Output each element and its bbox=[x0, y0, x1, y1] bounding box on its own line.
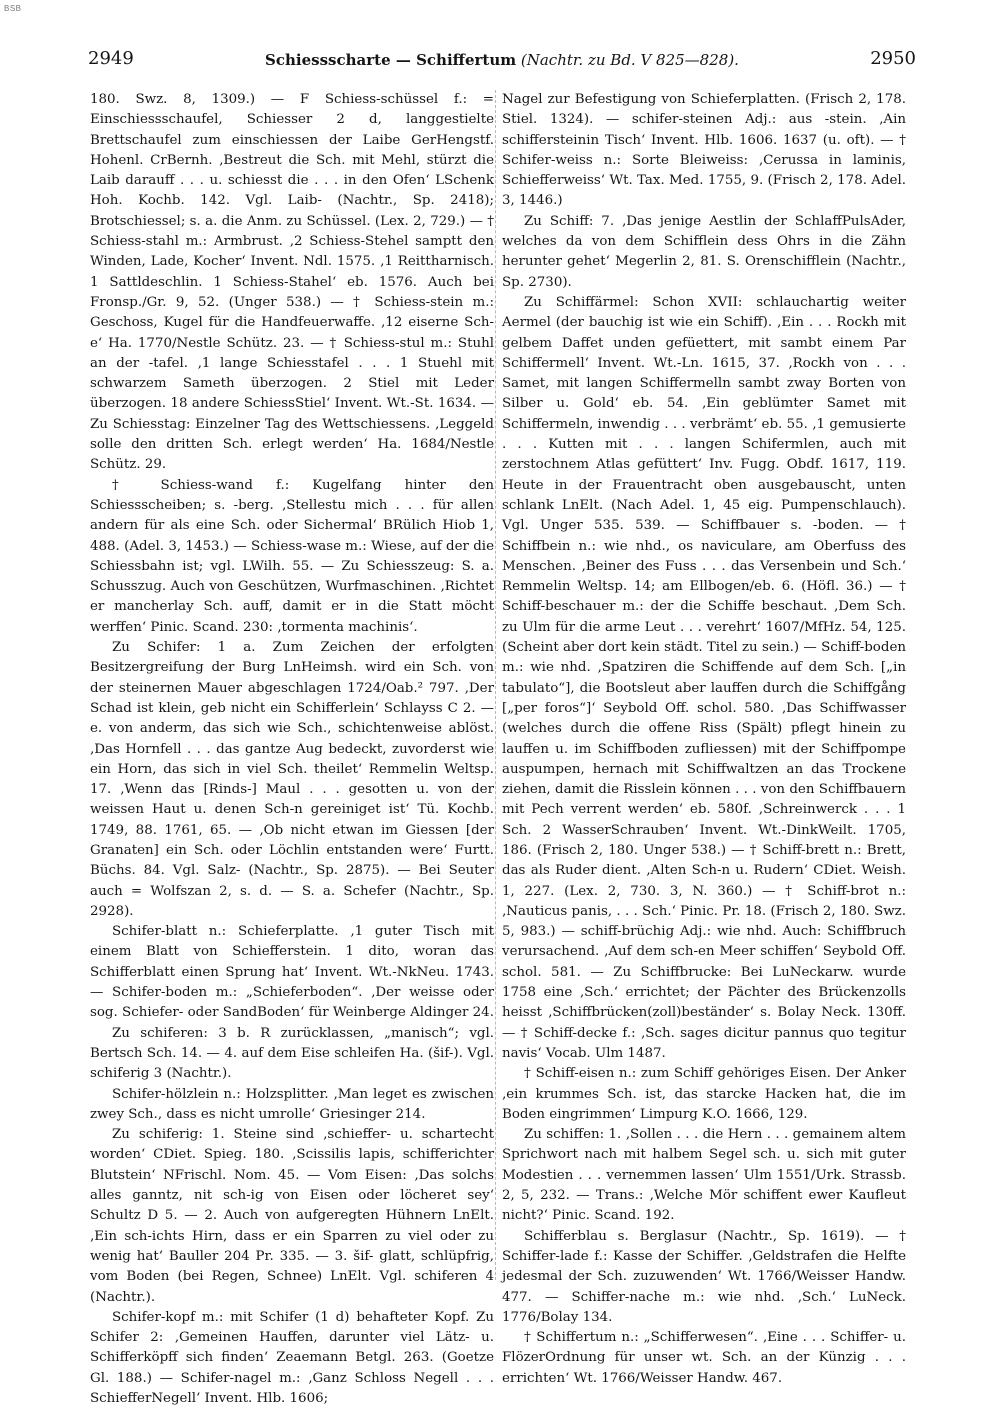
entry-paragraph: Zu Schifer: 1 a. Zum Zeichen der erfolgten Besitzergreifung der Burg LnHeimsh. wird ein Sch. von der steinernen Mauer abgeschlagen 1724/Oab.² 797. ‚Der Schad ist klein, geb nicht ein Schifferlein‘ Schlayss C 2. — e. von anderm, das sich wie Sch., schichtenweise ablöst. ‚Das Hornfell . . . das gantze Aug bedeckt, zuvorderst wie ein Horn, das sich in viel Sch. theilet‘ Remmelin Weltsp. 17. ‚Wenn das [Rinds-] Maul . . . gesotten u. von der weissen Haut u. denen Sch-n gereiniget ist‘ Tü. Kochb. 1749, 88. 1761, 65. — ‚Ob nicht etwan im Giessen [der Granaten] ein Sch. oder Löchlin entstanden were‘ Furtt. Büchs. 84. Vgl. Salz- (Nachtr., Sp. 2875). — Bei Seuter auch = Wolfszan 2, s. d. — S. a. Schefer (Nachtr., Sp. 2928). bbox=[90, 640, 494, 919]
right-column bbox=[502, 90, 906, 1386]
running-title bbox=[88, 51, 916, 69]
column-divider bbox=[495, 90, 496, 1280]
left-column bbox=[90, 90, 494, 1406]
running-title-note: (Nachtr. zu Bd. V 825—828). bbox=[520, 51, 739, 69]
entry-paragraph: † Schiff-eisen n.: zum Schiff gehöriges Eisen. Der Anker ‚ein krummes Sch. ist, das starcke Hacken hat, die im Boden eingrimmen‘ Limpurg K.O. 1666, 129. bbox=[502, 1066, 906, 1122]
entry-paragraph: Zu schiferen: 3 b. R zurücklassen, „manisch“; vgl. Bertsch Sch. 14. — 4. auf dem Eise schleifen Ha. (šif-). Vgl. schiferig 3 (Nachtr.). bbox=[90, 1025, 494, 1082]
entry-paragraph: 180. Swz. 8, 1309.) — F Schiess-schüssel f.: = Einschiessschaufel, Schiesser 2 d, langgestielte Brettschaufel zum einschiessen der Laibe GerHengstf. Hohenl. CrBernh. ‚Bestreut die Sch. mit Mehl, stürzt die Laib darauff . . . u. schiesst die . . . in den Ofen‘ LSchenk Hoh. Kochb. 142. Vgl. Laib- (Nachtr., Sp. 2418); Brotschiessel; s. a. die Anm. zu Schüssel. (Lex. 2, 729.) — † Schiess-stahl m.: Armbrust. ‚2 Schiess-Stehel samptt den Winden, Lade, Kocher‘ Invent. Ndl. 1575. ‚1 Reittharnisch. 1 Sattldeschlin. 1 Schiess-Stahel‘ eb. 1576. Auch bei Fronsp./Gr. 9, 52. (Unger 538.) — † Schiess-stein m.: Geschoss, Kugel für die Handfeuerwaffe. ‚12 eiserne Sch-e‘ Ha. 1770/Nestle Schütz. 23. — † Schiess-stul m.: Stuhl an der -tafel. ‚1 lange Schiesstafel . . . 1 Stuehl mit schwarzem Sameth überzogen. 2 Stiel mit Leder überzogen. 18 andere SchiessStiel‘ Invent. Wt.-St. 1634. — Zu Schiesstag: Einzelner Tag des Wettschiessens. ‚Leggeld solle den dritten Sch. erlegt werden‘ Ha. 1684/Nestle Schütz. 29. bbox=[90, 92, 494, 473]
page-header bbox=[88, 48, 916, 74]
library-stamp: BSB bbox=[4, 4, 22, 13]
entry-paragraph: Schifferblau s. Berglasur (Nachtr., Sp. 1619). — † Schiffer-lade f.: Kasse der Schiffer. ‚Geldstrafen die Helfte jedesmal der Sch. zuzuwenden‘ Wt. 1766/Weisser Handw. 477. — Schiffer-nache m.: wie nhd. ‚Sch.‘ LuNeck. 1776/Bolay 134. bbox=[502, 1228, 906, 1325]
entry-paragraph: Nagel zur Befestigung von Schieferplatten. (Frisch 2, 178. Stiel. 1324). — schifer-steinen Adj.: aus -stein. ‚Ain schiffersteinin Tisch‘ Invent. Hlb. 1606. 1637 (u. oft). — † Schifer-weiss n.: Sorte Bleiweiss: ‚Cerussa in laminis, Schiefferweiss‘ Wt. Tax. Med. 1755, 9. (Frisch 2, 178. Adel. 3, 1446.) bbox=[502, 92, 906, 209]
entry-paragraph: Schifer-kopf m.: mit Schifer (1 d) behafteter Kopf. Zu Schifer 2: ‚Gemeinen Hauffen, darunter viel Lätz- u. Schifferköpff sich finden‘ Zeaemann Betgl. 263. (Goetze Gl. 188.) — Schifer-nagel m.: ‚Ganz Schloss Negell . . . SchiefferNegell‘ Invent. Hlb. 1606; bbox=[90, 1309, 494, 1406]
entry-paragraph: Zu Schiff: 7. ‚Das jenige Aestlin der SchlaffPulsAder, welches da von dem Schifflein dess Ohrs in die Zähn herunter gehet‘ Megerlin 2, 81. S. Orenschifflein (Nachtr., Sp. 2730). bbox=[502, 213, 906, 290]
entry-paragraph: Schifer-blatt n.: Schieferplatte. ‚1 guter Tisch mit einem Blatt von Schiefferstein. 1 dito, woran das Schifferblatt einen Sprung hat‘ Invent. Wt.-NkNeu. 1743. — Schifer-boden m.: „Schieferboden“. ‚Der weisse oder sog. Schiefer- oder SandBoden‘ für Weinberge Aldinger 24. bbox=[90, 924, 494, 1021]
entry-paragraph: Zu schiferig: 1. Steine sind ‚schieffer- u. schartecht worden‘ CDiet. Spieg. 180. ‚Scissilis lapis, schifferichter Blutstein‘ NFrischl. Nom. 45. — Vom Eisen: ‚Das solchs alles ganntz, nit sch-ig von Eisen oder löcheret sey‘ Schultz D 5. — 2. Auch von aufgeregten Hühnern LnElt. ‚Ein sch-ichts Hirn, dass er ein Sparren zu viel oder zu wenig hat‘ Bauller 204 Pr. 335. — 3. šif- glatt, schlüpfrig, vom Boden (bei Regen, Schnee) LnElt. Vgl. schiferen 4 (Nachtr.). bbox=[90, 1127, 494, 1305]
entry-paragraph: Zu schiffen: 1. ‚Sollen . . . die Hern . . . gemainem altem Sprichwort nach mit halbem Segel sch. u. sich mit guter Modestien . . . vernemmen lassen‘ Ulm 1551/Urk. Strassb. 2, 5, 232. — Trans.: ‚Welche Mör schiffent ewer Kaufleut nicht?‘ Pinic. Scand. 192. bbox=[502, 1127, 906, 1224]
entry-paragraph: Zu Schiffärmel: Schon XVII: schlauchartig weiter Aermel (der bauchig ist wie ein Schiff). ‚Ein . . . Rockh mit gelbem Daffet unden gefüettert, mit sambt einem Par Schiffermell‘ Invent. Wt.-Ln. 1615, 37. ‚Rockh von . . . Samet, mit langen Schiffermelln sambt zway Borten von Silber u. Gold‘ eb. 54. ‚Ein geblümter Samet mit Schiffermeln, inwendig . . . verbrämt‘ eb. 55. ‚1 gemusierte . . . Kutten mit . . . langen Schifermlen, auch mit zerstochnem Atlas gefüttert‘ Inv. Fugg. Obdf. 1617, 119. Heute in der Frauentracht oben ausgebauscht, unten schlank LnElt. (Nach Adel. 1, 45 eig. Pumpenschlauch). Vgl. Unger 535. 539. — Schiffbauer s. -boden. — † Schiffbein n.: wie nhd., os naviculare, am Oberfuss des Menschen. ‚Beiner des Fuss . . . das Versenbein und Sch.‘ Remmelin Weltsp. 14; am Ellbogen/eb. 6. (Höfl. 36.) — † Schiff-beschauer m.: der die Schiffe beschaut. ‚Dem Sch. zu Ulm für die arme Leut . . . verehrt‘ 1607/MfHz. 54, 125. (Scheint aber dort kein städt. Titel zu sein.) — Schiff-boden m.: wie nhd. ‚Spatziren die Schiffende auf dem Sch. [„in tabulato“], die Bootsleut aber lauffen durch die Schiffgång [„per foros“]‘ Seybold Off. schol. 580. ‚Das Schiffwasser (welches durch die offene Riss (Spält) pflegt hinein zu lauffen u. im Schiffboden zufliessen) mit der Schiffpompe auspumpen, hernach mit Schiffwaltzen an das Trockene ziehen, damit die Risslein können . . . von den Schiffbauern mit Pech verrent werden‘ eb. 580f. ‚Schreinwerck . . . 1 Sch. 2 WasserSchrauben‘ Invent. Wt.-DinkWeilt. 1705, 186. (Frisch 2, 180. Unger 538.) — † Schiff-brett n.: Brett, das als Ruder dient. ‚Alten Sch-n u. Rudern‘ CDiet. Weish. 1, 227. (Lex. 2, 730. 3, N. 360.) — † Schiff-brot n.: ‚Nauticus panis, . . . Sch.‘ Pinic. Pr. 18. (Frisch 2, 180. Swz. 5, 983.) — schiff-brüchig Adj.: wie nhd. Auch: Schiffbruch verursachend. ‚Auf dem sch-en Meer schiffen‘ Seybold Off. schol. 581. — Zu Schiffbrucke: Bei LuNeckarw. wurde 1758 eine ‚Sch.‘ errichtet; der Pächter des Brückenzolls heisst ‚Schiffbrücken(zoll)beständer‘ s. Bolay Neck. 130ff. — † Schiff-decke f.: ‚Sch. sages dicitur pannus quo tegitur navis‘ Vocab. Ulm 1487. bbox=[502, 294, 906, 1061]
page-number-left: 2949 bbox=[88, 48, 134, 69]
page-number-right: 2950 bbox=[870, 48, 916, 69]
entry-paragraph: † Schiess-wand f.: Kugelfang hinter den Schiessscheiben; s. -berg. ‚Stellestu mich . . . für allen andern für als eine Sch. oder Sichermal‘ BRülich Hiob 1, 488. (Adel. 3, 1453.) — Schiess-wase m.: Wiese, auf der die Schiessbahn ist; vgl. LWilh. 55. — Zu Schiesszeug: S. a. Schusszug. Auch von Geschützen, Wurfmaschinen. ‚Richtet er mancherlay Sch. auff, damit er in die Statt möcht werffen‘ Pinic. Scand. 230: ‚tormenta machinis‘. bbox=[90, 477, 494, 635]
running-title-main: Schiessscharte — Schiffertum bbox=[265, 51, 517, 69]
entry-paragraph: † Schiffertum n.: „Schifferwesen“. ‚Eine . . . Schiffer- u. FlözerOrdnung für unser wt. Sch. an der Künzig . . . errichten‘ Wt. 1766/Weisser Handw. 467. bbox=[502, 1330, 906, 1386]
entry-paragraph: Schifer-hölzlein n.: Holzsplitter. ‚Man leget es zwischen zwey Sch., dass es nicht umrolle‘ Griesinger 214. bbox=[90, 1086, 494, 1122]
